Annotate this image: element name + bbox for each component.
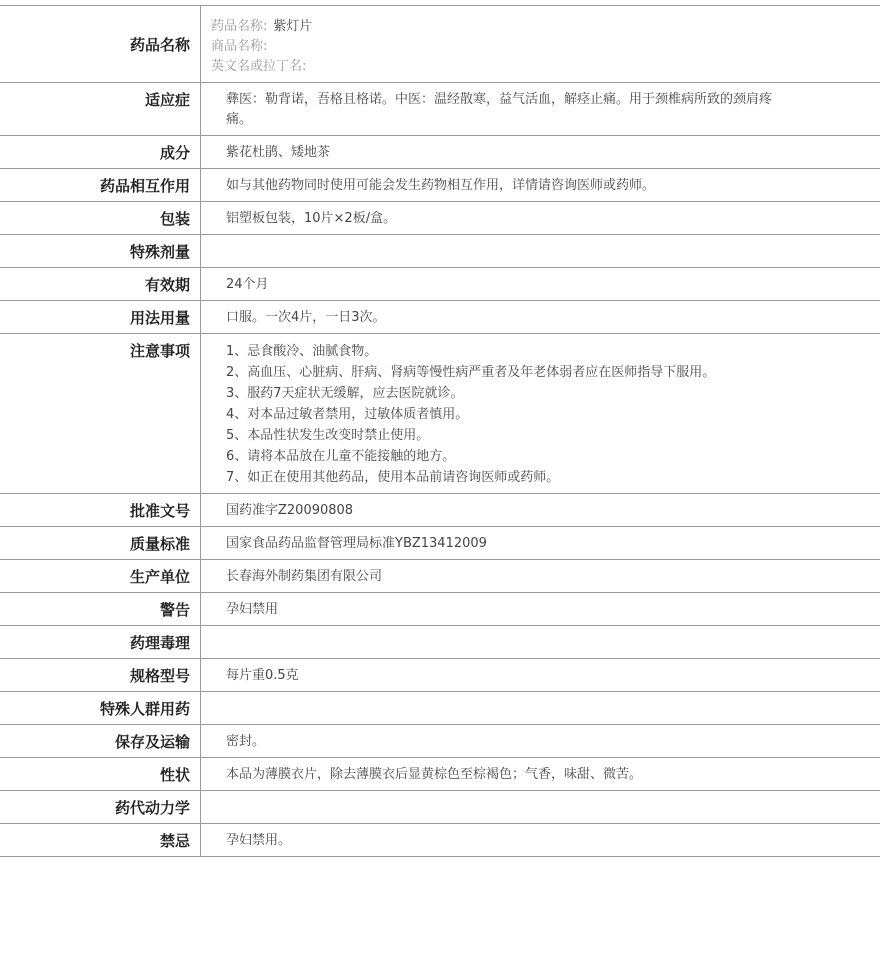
row-quality-standard [0, 527, 880, 560]
row-value: 如与其他药物同时使用可能会发生药物相互作用，详情请咨询医师或药师。 [226, 178, 656, 193]
row-value: 本品为薄膜衣片，除去薄膜衣后显黄棕色至棕褐色；气香，味甜、微苦。 [226, 767, 643, 782]
row-indications [0, 83, 880, 136]
row-label: 包装 [0, 202, 201, 235]
row-label: 性状 [0, 758, 201, 791]
precaution-item: 6、请将本品放在儿童不能接触的地方。 [226, 449, 456, 464]
english-name-label: 英文名或拉丁名: [211, 59, 307, 74]
row-value: 孕妇禁用 [226, 602, 279, 617]
row-value: 紫花杜鹃、矮地茶 [226, 145, 331, 160]
row-shelf-life [0, 268, 880, 301]
row-value: 24个月 [226, 277, 269, 292]
row-value [201, 692, 880, 725]
row-special-population [0, 692, 880, 725]
row-drug-name [0, 6, 880, 83]
row-pharmacology [0, 626, 880, 659]
precaution-item: 7、如正在使用其他药品，使用本品前请咨询医师或药师。 [226, 470, 560, 485]
precaution-item: 5、本品性状发生改变时禁止使用。 [226, 428, 430, 443]
row-value [201, 83, 880, 136]
row-label: 有效期 [0, 268, 201, 301]
row-description [0, 758, 880, 791]
generic-name-value: 紫灯片 [273, 19, 313, 34]
row-value: 每片重0.5克 [226, 668, 299, 683]
row-label-drug-name: 药品名称 [0, 6, 201, 83]
row-value: 口服。一次4片，一日3次。 [226, 310, 386, 325]
row-value: 密封。 [226, 734, 266, 749]
row-warning [0, 593, 880, 626]
row-label: 特殊剂量 [0, 235, 201, 268]
trade-name-line [211, 37, 880, 57]
row-value [201, 791, 880, 824]
row-contraindications [0, 824, 880, 857]
row-label: 注意事项 [0, 334, 201, 494]
row-pharmacokinetics [0, 791, 880, 824]
row-specification [0, 659, 880, 692]
row-label: 药理毒理 [0, 626, 201, 659]
row-label: 禁忌 [0, 824, 201, 857]
english-name-line [211, 57, 880, 77]
drug-info-table [0, 5, 880, 857]
row-value: 孕妇禁用。 [226, 833, 292, 848]
row-value: 国药准字Z20090808 [226, 503, 354, 518]
precaution-item: 3、服药7天症状无缓解，应去医院就诊。 [226, 386, 464, 401]
row-label: 用法用量 [0, 301, 201, 334]
row-storage [0, 725, 880, 758]
row-value [201, 626, 880, 659]
indications-text: 彝医：勒背诺，吾格且格诺。中医：温经散寒，益气活血，解痉止痛。用于颈椎病所致的颈肩疼痛。 [226, 92, 773, 127]
row-usage [0, 301, 880, 334]
precaution-item: 1、忌食酸冷、油腻食物。 [226, 344, 378, 359]
drug-name-cell [201, 6, 880, 83]
row-label: 警告 [0, 593, 201, 626]
row-manufacturer [0, 560, 880, 593]
row-precautions [0, 334, 880, 494]
row-label: 保存及运输 [0, 725, 201, 758]
row-ingredients [0, 136, 880, 169]
row-packaging [0, 202, 880, 235]
precautions-cell [201, 334, 880, 494]
row-label: 质量标准 [0, 527, 201, 560]
generic-name-line [211, 17, 880, 37]
row-label: 适应症 [0, 83, 201, 136]
row-value [201, 235, 880, 268]
row-label: 成分 [0, 136, 201, 169]
precaution-item: 2、高血压、心脏病、肝病、肾病等慢性病严重者及年老体弱者应在医师指导下服用。 [226, 365, 716, 380]
row-label: 药代动力学 [0, 791, 201, 824]
row-value: 铝塑板包装，10片×2板/盒。 [226, 211, 397, 226]
row-label: 特殊人群用药 [0, 692, 201, 725]
generic-name-label: 药品名称: [211, 19, 268, 34]
row-label: 药品相互作用 [0, 169, 201, 202]
trade-name-label: 商品名称: [211, 39, 268, 54]
row-value: 国家食品药品监督管理局标准YBZ13412009 [226, 536, 487, 551]
row-label: 批准文号 [0, 494, 201, 527]
row-label: 规格型号 [0, 659, 201, 692]
row-label: 生产单位 [0, 560, 201, 593]
row-interactions [0, 169, 880, 202]
row-approval-number [0, 494, 880, 527]
precaution-item: 4、对本品过敏者禁用，过敏体质者慎用。 [226, 407, 469, 422]
row-value: 长春海外制药集团有限公司 [226, 569, 383, 584]
row-special-dosage [0, 235, 880, 268]
